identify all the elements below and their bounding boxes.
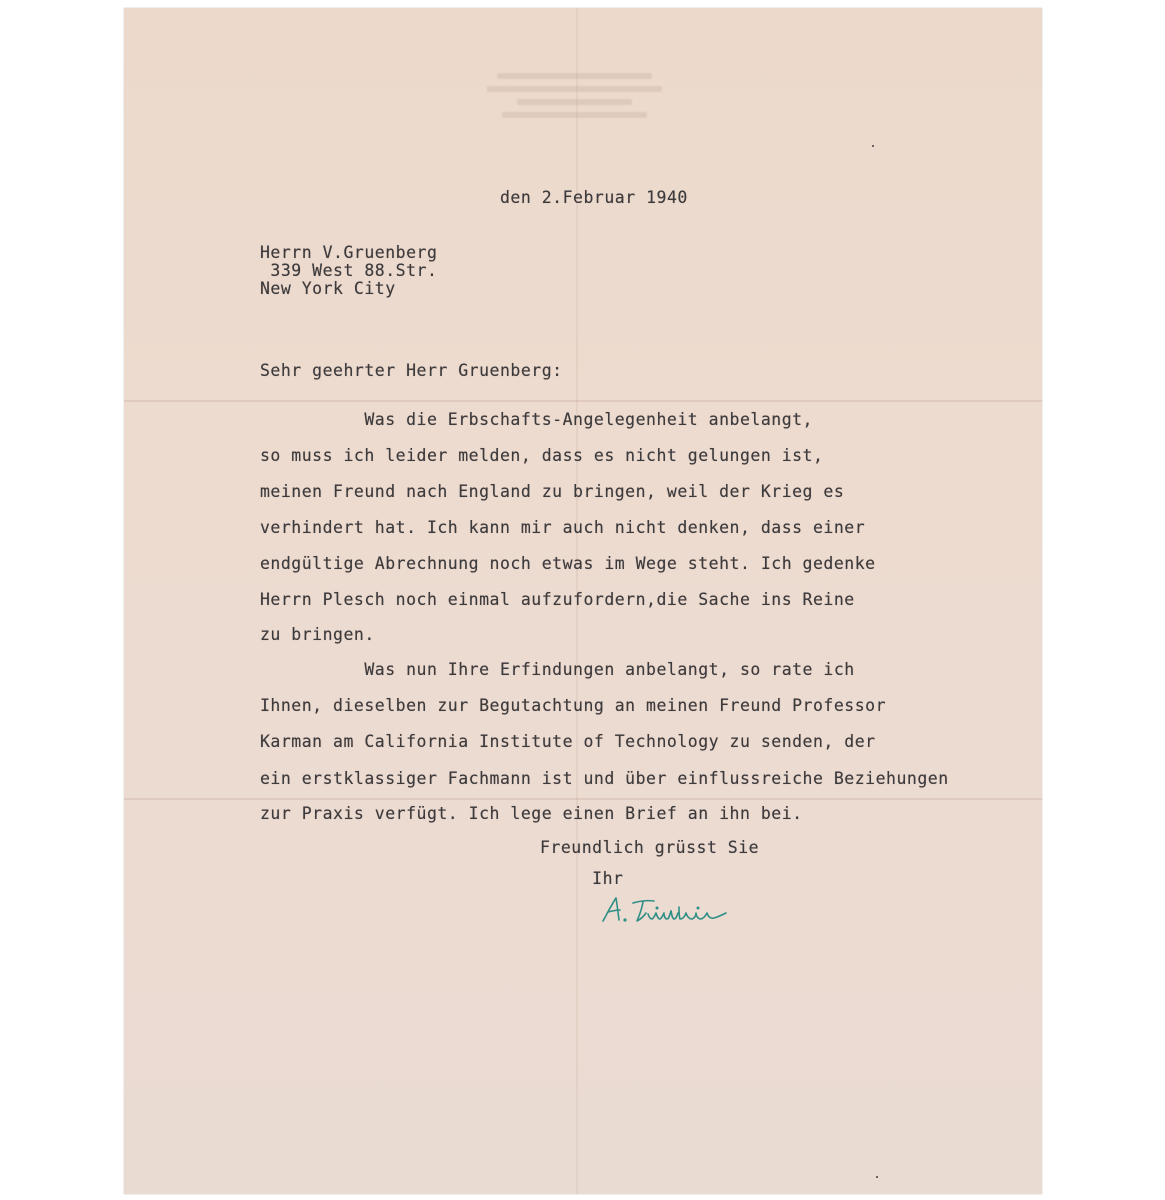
body-line: so muss ich leider melden, dass es nicht gelungen ist, xyxy=(260,446,824,465)
closing-line: Freundlich grüsst Sie xyxy=(540,838,760,857)
body-line: verhindert hat. Ich kann mir auch nicht denken, dass einer xyxy=(260,518,866,537)
body-line: zu bringen. xyxy=(260,625,375,644)
address-line: Herrn V.Gruenberg xyxy=(260,243,438,262)
recipient-address xyxy=(260,244,437,298)
paper-speck xyxy=(872,145,874,147)
handwritten-signature xyxy=(600,894,730,928)
paper-speck xyxy=(876,1176,878,1178)
letter-date: den 2.Februar 1940 xyxy=(500,188,688,207)
body-line: Ihnen, dieselben zur Begutachtung an meinen Freund Professor xyxy=(260,696,887,715)
letter-page xyxy=(124,8,1042,1194)
faded-letterhead xyxy=(442,66,692,125)
body-line: meinen Freund nach England zu bringen, weil der Krieg es xyxy=(260,482,845,501)
salutation: Sehr geehrter Herr Gruenberg: xyxy=(260,361,563,380)
body-line: Karman am California Institute of Technology zu senden, der xyxy=(260,732,876,751)
closing-line: Ihr xyxy=(540,869,624,888)
paper-fold xyxy=(124,400,1042,402)
body-line: Was die Erbschafts-Angelegenheit anbelangt, xyxy=(260,410,813,429)
body-line: Herrn Plesch noch einmal aufzufordern,die Sache ins Reine xyxy=(260,590,855,609)
address-line: New York City xyxy=(260,279,396,298)
address-line: 339 West 88.Str. xyxy=(260,261,438,280)
paper-fold xyxy=(124,798,1042,800)
body-line: ein erstklassiger Fachmann ist und über einflussreiche Beziehungen xyxy=(260,769,949,788)
body-line: endgültige Abrechnung noch etwas im Wege steht. Ich gedenke xyxy=(260,554,876,573)
body-line: Was nun Ihre Erfindungen anbelangt, so rate ich xyxy=(260,660,855,679)
body-line: zur Praxis verfügt. Ich lege einen Brief an ihn bei. xyxy=(260,804,803,823)
